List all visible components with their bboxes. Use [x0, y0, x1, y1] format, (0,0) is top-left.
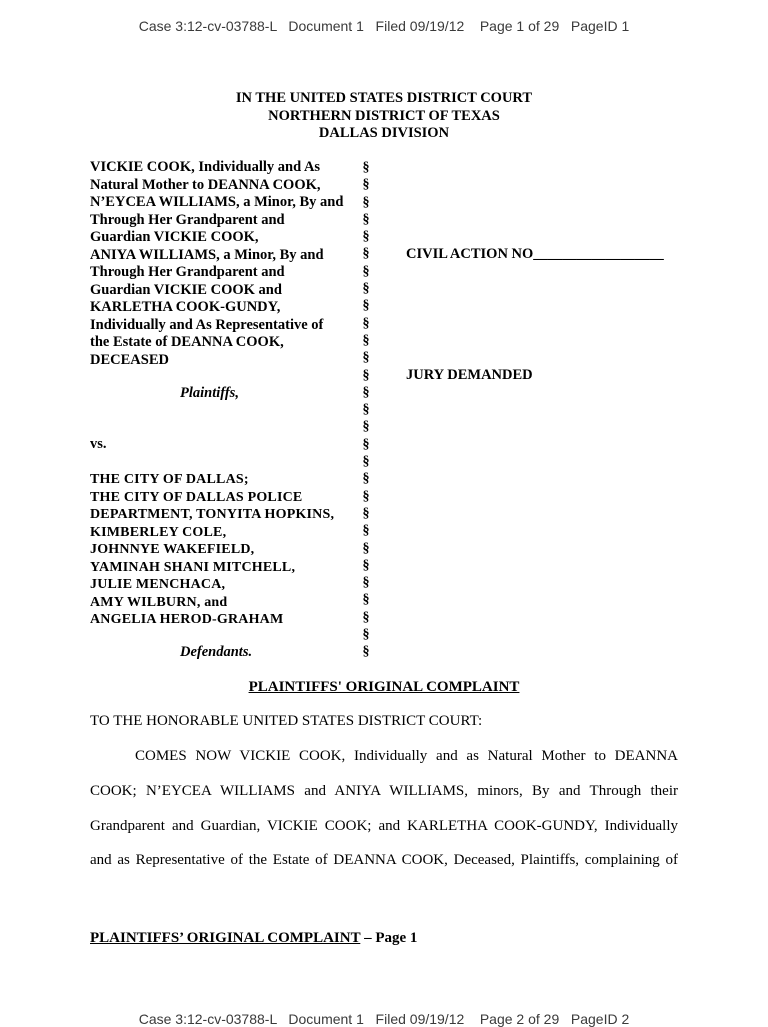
page-header: Case 3:12-cv-03788-L Document 1 Filed 09/19/12 Page 1 of 29 PageID 1 [138, 18, 630, 34]
plaintiff-line: VICKIE COOK, Individually and As [90, 159, 321, 175]
defendant-line: THE CITY OF DALLAS; [90, 472, 249, 487]
section-symbol: § [362, 575, 370, 591]
plaintiff-line: DECEASED [90, 351, 169, 368]
section-symbol: § [362, 488, 370, 504]
defendant-line: JULIE MENCHACA, [90, 577, 226, 592]
section-symbol: § [362, 471, 370, 487]
plaintiff-line: ANIYA WILLIAMS, a Minor, By and [90, 246, 324, 263]
section-symbol: § [362, 523, 370, 539]
defendant-line: YAMINAH SHANI MITCHELL, [90, 559, 296, 575]
plaintiff-line: Guardian VICKIE COOK, [90, 229, 259, 245]
body-line: COMES NOW VICKIE COOK, Individually and as Natural Mother to DEANNA [135, 748, 678, 764]
next-page-header: Case 3:12-cv-03788-L Document 1 Filed 09/19/12 Page 2 of 29 PageID 2 [138, 1011, 630, 1027]
section-symbol: § [362, 592, 370, 608]
versus-label: vs. [90, 436, 107, 452]
section-symbol: § [362, 229, 370, 245]
plaintiff-line: Guardian VICKIE COOK and [90, 281, 282, 298]
section-symbol: § [362, 315, 370, 331]
defendant-line: AMY WILBURN, and [90, 594, 228, 610]
section-symbol: § [362, 644, 370, 660]
body-line: and as Representative of the Estate of DEANNA COOK, Deceased, Plaintiffs, complaining of [90, 852, 678, 868]
body-line: Grandparent and Guardian, VICKIE COOK; and KARLETHA COOK-GUNDY, Individually [90, 818, 678, 834]
section-symbol: § [362, 298, 370, 314]
defendant-line: ANGELIA HEROD-GRAHAM [90, 612, 284, 627]
plaintiff-line: Natural Mother to DEANNA COOK, [90, 176, 321, 193]
jury-demand: JURY DEMANDED [406, 367, 533, 383]
civil-action-number: CIVIL ACTION NO__________________ [406, 246, 664, 262]
section-symbol: § [362, 540, 370, 556]
body-line: COOK; N’EYCEA WILLIAMS and ANIYA WILLIAMS, minors, By and Through their [90, 783, 678, 799]
section-symbol: § [362, 557, 370, 573]
section-symbol: § [362, 350, 370, 366]
plaintiff-line: N’EYCEA WILLIAMS, a Minor, By and [90, 194, 344, 210]
section-symbol: § [362, 402, 370, 418]
section-symbol: § [362, 263, 370, 279]
plaintiff-line: Through Her Grandparent and [90, 264, 285, 280]
plaintiff-line: Individually and As Representative of [90, 316, 324, 333]
defendants-label: Defendants. [180, 644, 253, 660]
section-symbol: § [362, 332, 370, 348]
court-district: NORTHERN DISTRICT OF TEXAS [268, 107, 500, 124]
section-symbol: § [362, 367, 370, 383]
defendant-line: JOHNNYE WAKEFIELD, [90, 542, 255, 557]
section-symbol-column [360, 159, 372, 661]
defendant-line: THE CITY OF DALLAS POLICE [90, 489, 303, 505]
section-symbol: § [362, 177, 370, 193]
plaintiff-line: Through Her Grandparent and [90, 211, 285, 228]
defendant-line: KIMBERLEY COLE, [90, 524, 227, 540]
section-symbol: § [362, 609, 370, 625]
section-symbol: § [362, 419, 370, 435]
section-symbol: § [362, 160, 370, 175]
section-symbol: § [362, 194, 370, 210]
plaintiff-line: KARLETHA COOK-GUNDY, [90, 299, 281, 315]
complaint-title: PLAINTIFFS' ORIGINAL COMPLAINT [248, 679, 520, 695]
page-footer [90, 930, 417, 947]
footer-title: PLAINTIFFS’ ORIGINAL COMPLAINT [90, 930, 361, 946]
section-symbol: § [362, 505, 370, 521]
footer-page-number: – Page 1 [360, 930, 418, 946]
salutation: TO THE HONORABLE UNITED STATES DISTRICT COURT: [90, 713, 483, 729]
plaintiffs-block [90, 159, 343, 369]
section-symbol: § [362, 384, 370, 400]
court-name: IN THE UNITED STATES DISTRICT COURT [235, 90, 533, 106]
section-symbol: § [362, 454, 370, 470]
section-symbol: § [362, 211, 370, 227]
court-division: DALLAS DIVISION [318, 125, 450, 141]
section-symbol: § [362, 436, 370, 452]
section-symbol: § [362, 627, 370, 643]
defendants-block [90, 471, 334, 629]
plaintiffs-label: Plaintiffs, [180, 385, 239, 401]
defendant-line: DEPARTMENT, TONYITA HOPKINS, [90, 507, 335, 522]
plaintiff-line: the Estate of DEANNA COOK, [90, 334, 284, 350]
section-symbol: § [362, 246, 370, 262]
section-symbol: § [362, 281, 370, 297]
